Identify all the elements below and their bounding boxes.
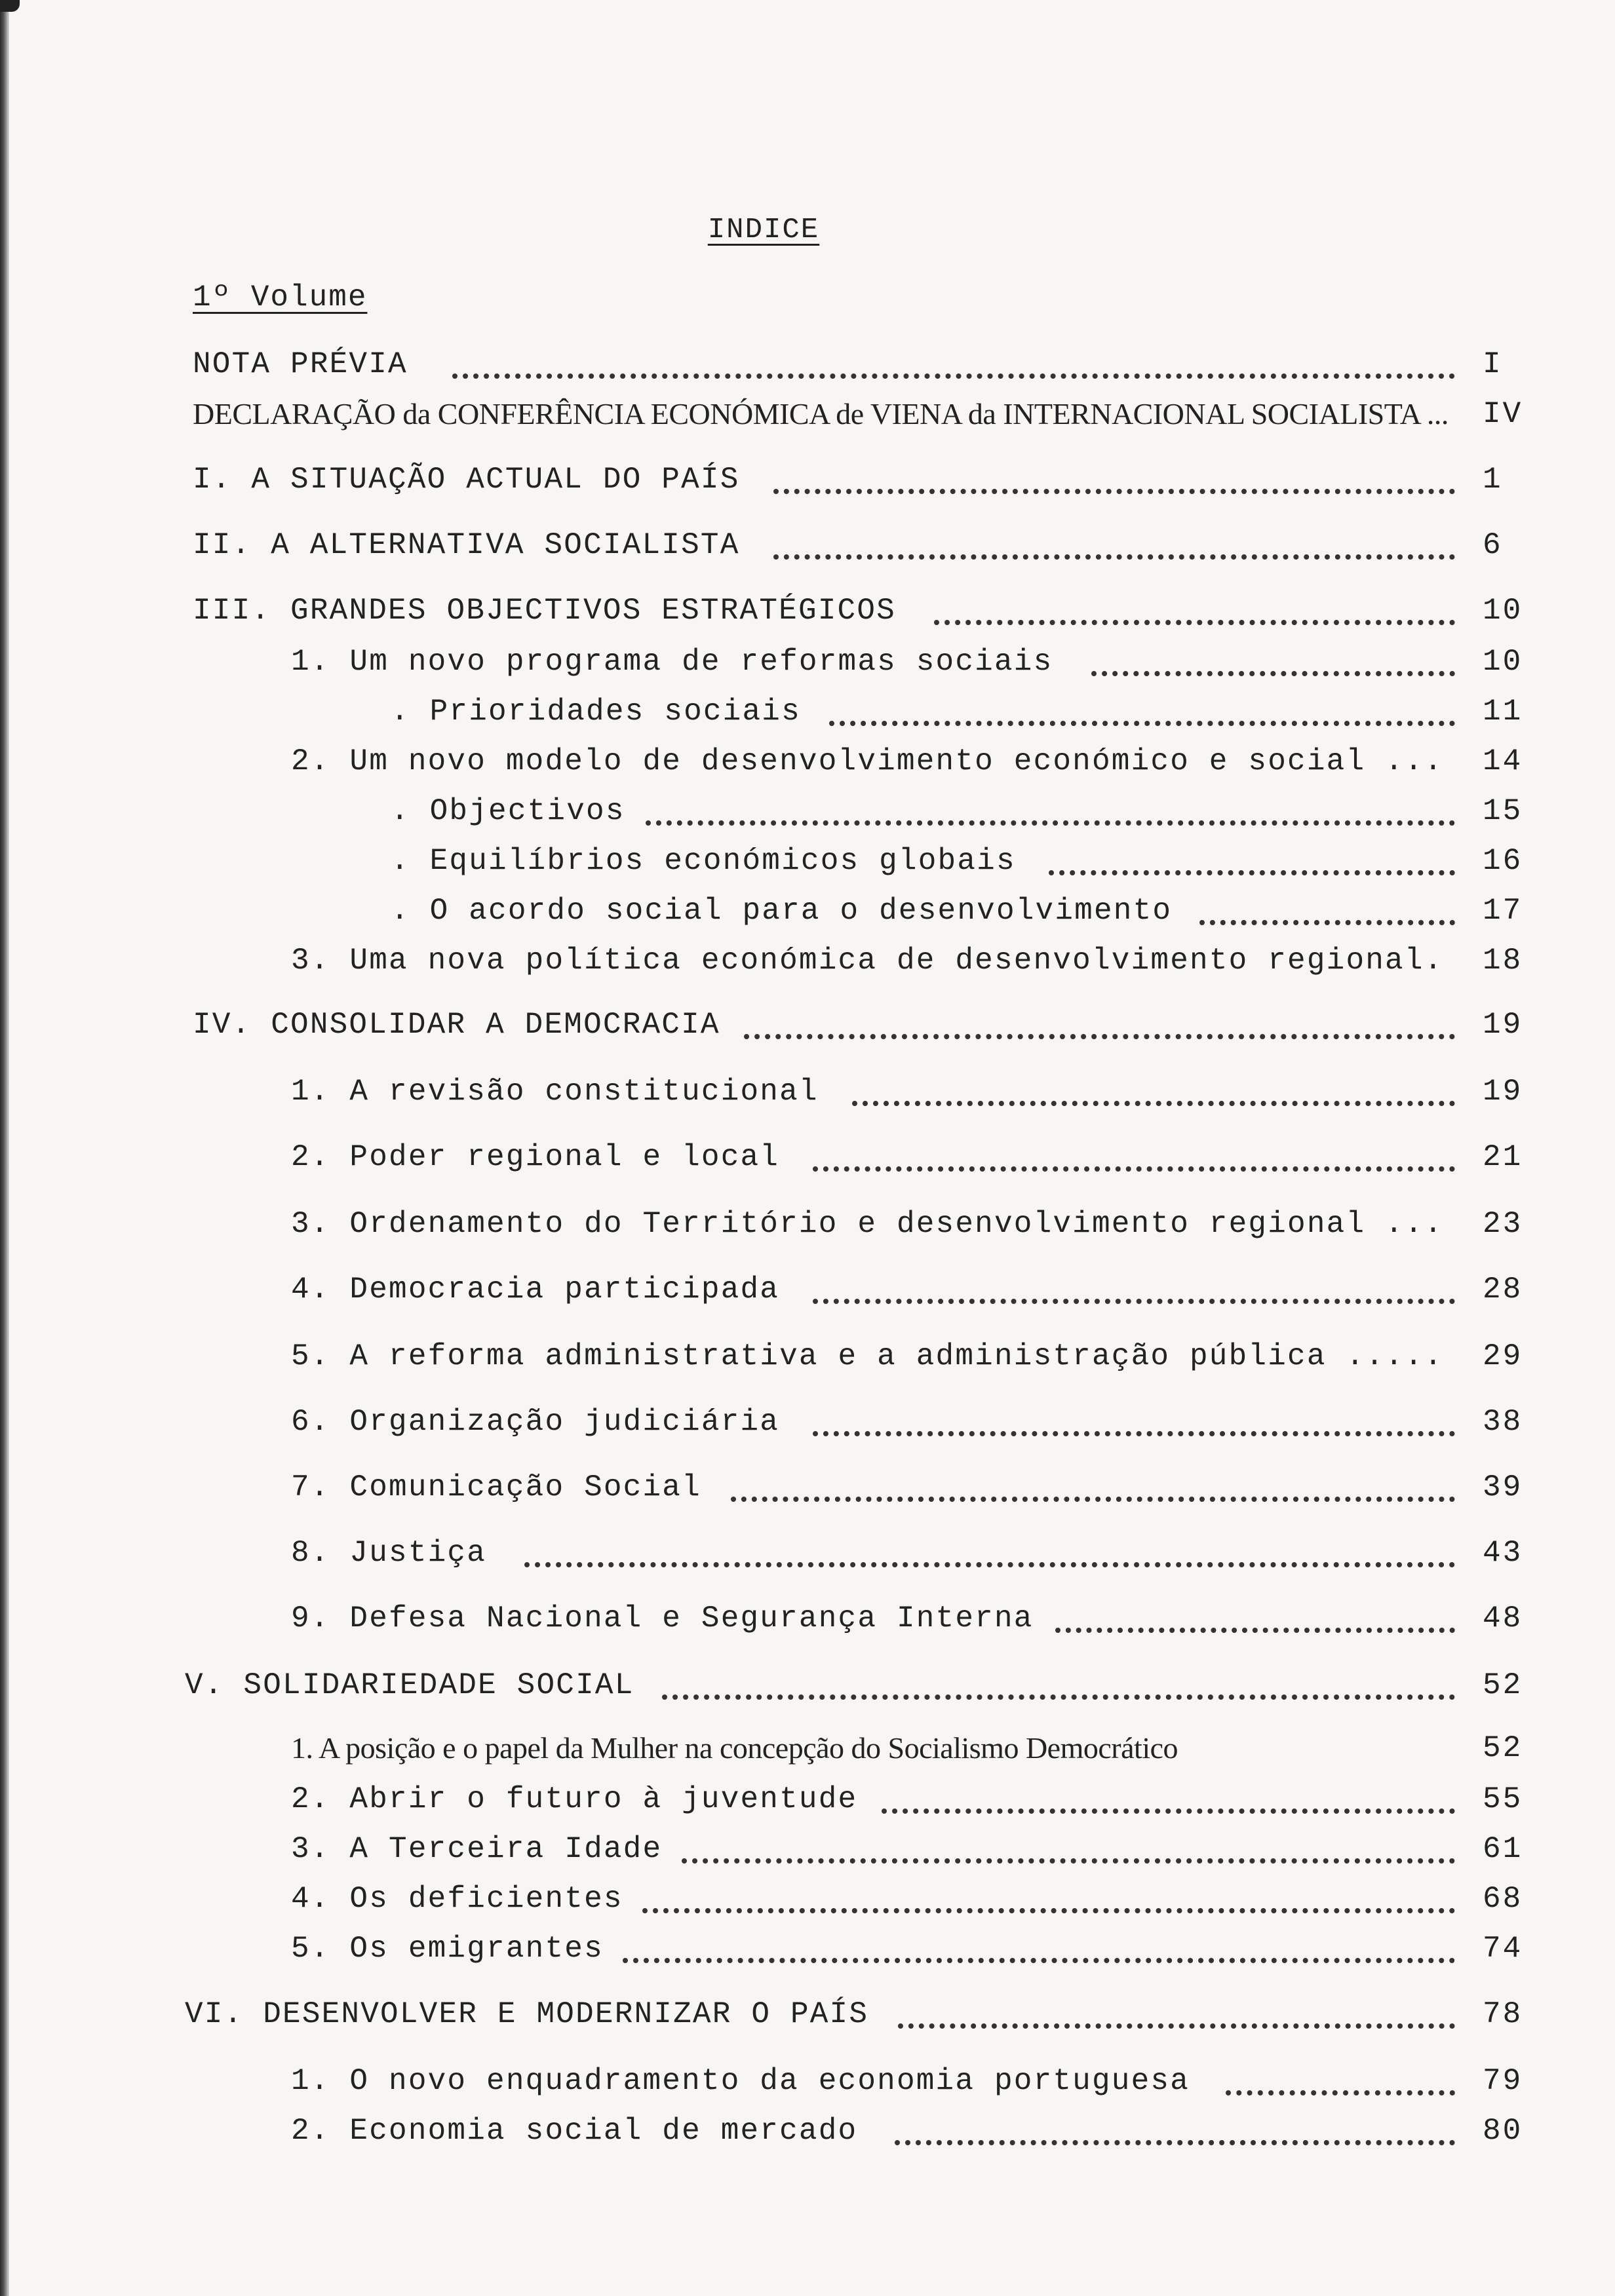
toc-entry-label: 1. Um novo programa de reformas sociais — [291, 645, 1053, 679]
toc-entry — [0, 1402, 1615, 1444]
toc-entry — [0, 591, 1615, 633]
toc-entry-label: 5. A reforma administrativa e a administração pública ..... — [291, 1339, 1444, 1373]
toc-dot-leader — [1091, 654, 1455, 676]
toc-entry-label: 6. Organização judiciária — [291, 1405, 780, 1439]
toc-entry-label: IV. CONSOLIDAR A DEMOCRACIA — [193, 1008, 720, 1042]
toc-entry — [0, 1929, 1615, 1971]
toc-dot-leader — [1199, 903, 1455, 925]
toc-entry — [0, 792, 1615, 833]
toc-entry — [0, 642, 1615, 684]
toc-entry — [0, 1204, 1615, 1246]
toc-entry — [0, 941, 1615, 983]
toc-dot-leader — [623, 1941, 1455, 1963]
toc-entry — [0, 841, 1615, 883]
toc-entry-label: 2. Um novo modelo de desenvolvimento económico e social ... — [291, 744, 1444, 778]
toc-entry — [0, 394, 1615, 436]
toc-entry-label: 2. Economia social de mercado — [291, 2114, 858, 2148]
toc-entry-page: 14 — [1483, 744, 1523, 778]
toc-entry-page: 15 — [1483, 794, 1523, 828]
toc-entry-page: 43 — [1483, 1536, 1523, 1570]
toc-entry-label: 7. Comunicação Social — [291, 1470, 701, 1504]
toc-entry-page: 28 — [1483, 1272, 1523, 1307]
page-title-text: INDICE — [707, 214, 820, 246]
toc-dot-leader — [682, 1841, 1455, 1864]
toc-entry-label: 9. Defesa Nacional e Segurança Interna — [291, 1601, 1034, 1636]
toc-dot-leader — [898, 2006, 1455, 2029]
toc-entry-page: 16 — [1483, 844, 1523, 878]
toc-entry-page: 79 — [1483, 2064, 1523, 2098]
toc-dot-leader — [882, 1791, 1455, 1814]
toc-dot-leader — [813, 1282, 1455, 1304]
toc-entry-label: 4. Os deficientes — [291, 1882, 623, 1916]
toc-entry-label: V. SOLIDARIEDADE SOCIAL — [185, 1668, 634, 1702]
toc-entry — [0, 1533, 1615, 1575]
toc-entry-label: 1. O novo enquadramento da economia portuguesa — [291, 2064, 1190, 2098]
toc-entry-label: 3. A Terceira Idade — [291, 1832, 663, 1866]
toc-entry — [0, 891, 1615, 933]
toc-entry — [0, 526, 1615, 567]
toc-entry — [0, 1666, 1615, 1708]
toc-entry-page: 61 — [1483, 1832, 1523, 1866]
toc-dot-leader — [895, 2123, 1455, 2145]
toc-entry-page: 19 — [1483, 1008, 1523, 1042]
volume-heading: 1º Volume — [193, 280, 368, 315]
toc-entry-page: 68 — [1483, 1882, 1523, 1916]
toc-entry-page: 48 — [1483, 1601, 1523, 1636]
toc-entry — [0, 1780, 1615, 1822]
toc-entry — [0, 345, 1615, 387]
toc-entry-label: 4. Democracia participada — [291, 1272, 780, 1307]
toc-dot-leader — [662, 1677, 1455, 1700]
toc-entry-label: 8. Justiça — [291, 1536, 487, 1570]
toc-entry — [0, 692, 1615, 734]
toc-entry-label: . Prioridades sociais — [391, 695, 801, 729]
toc-dot-leader — [1049, 853, 1455, 875]
toc-entry-label: . O acordo social para o desenvolvimento — [391, 894, 1173, 928]
toc-dot-leader — [1226, 2073, 1455, 2095]
toc-entry-page: 10 — [1483, 645, 1523, 679]
toc-entry-label: 3. Uma nova política económica de desenvolvimento regional. — [291, 944, 1444, 978]
toc-entry-label: VI. DESENVOLVER E MODERNIZAR O PAÍS — [185, 1997, 869, 2031]
toc-dot-leader — [829, 704, 1455, 726]
toc-entry — [0, 460, 1615, 502]
toc-entry-label: 3. Ordenamento do Território e desenvolvimento regional ... — [291, 1207, 1444, 1241]
toc-entry-label: 2. Poder regional e local — [291, 1140, 780, 1174]
toc-entry-page: 10 — [1483, 594, 1523, 628]
toc-entry-label: II. A ALTERNATIVA SOCIALISTA — [193, 528, 740, 562]
toc-entry-label: 1. A revisão constitucional — [291, 1075, 819, 1109]
toc-entry — [0, 1337, 1615, 1379]
toc-entry — [0, 1599, 1615, 1641]
toc-entry — [0, 1829, 1615, 1871]
toc-entry — [0, 1005, 1615, 1047]
toc-dot-leader — [1055, 1611, 1455, 1633]
toc-dot-leader — [452, 356, 1455, 379]
toc-entry-page: 39 — [1483, 1470, 1523, 1504]
toc-entry — [0, 1072, 1615, 1114]
toc-dot-leader — [744, 1017, 1455, 1039]
page-title — [0, 214, 1527, 246]
toc-entry-label: 2. Abrir o futuro à juventude — [291, 1782, 858, 1816]
toc-dot-leader — [934, 603, 1455, 625]
scan-corner-mark — [0, 0, 20, 12]
toc-dot-leader — [813, 1414, 1455, 1436]
toc-dot-leader — [773, 472, 1455, 494]
toc-entry-page: I — [1483, 347, 1503, 381]
toc-entry-label: III. GRANDES OBJECTIVOS ESTRATÉGICOS — [193, 594, 896, 628]
toc-entry-label: NOTA PRÉVIA — [193, 347, 408, 381]
toc-entry-page: 23 — [1483, 1207, 1523, 1241]
toc-entry-page: 17 — [1483, 894, 1523, 928]
toc-entry — [0, 1270, 1615, 1312]
toc-entry-page: 29 — [1483, 1339, 1523, 1373]
toc-entry-label: 5. Os emigrantes — [291, 1932, 604, 1966]
toc-entry — [0, 1729, 1615, 1770]
toc-entry-label: . Equilíbrios económicos globais — [391, 844, 1016, 878]
toc-entry-page: 52 — [1483, 1731, 1523, 1765]
toc-entry — [0, 1879, 1615, 1921]
toc-entry — [0, 1138, 1615, 1179]
toc-entry — [0, 1468, 1615, 1510]
toc-dot-leader — [524, 1545, 1455, 1567]
toc-dot-leader — [852, 1084, 1455, 1106]
toc-entry-page: IV — [1483, 397, 1523, 431]
toc-entry — [0, 1995, 1615, 2037]
toc-entry-label: DECLARAÇÃO da CONFERÊNCIA ECONÓMICA de VIENA da INTERNACIONAL SOCIALISTA ... — [193, 397, 1449, 430]
toc-entry-page: 52 — [1483, 1668, 1523, 1702]
toc-dot-leader — [773, 537, 1455, 560]
toc-entry-page: 19 — [1483, 1075, 1523, 1109]
toc-entry — [0, 2061, 1615, 2103]
toc-entry-page: 80 — [1483, 2114, 1523, 2148]
toc-entry — [0, 742, 1615, 784]
toc-entry-page: 55 — [1483, 1782, 1523, 1816]
toc-entry-page: 21 — [1483, 1140, 1523, 1174]
toc-entry-page: 6 — [1483, 528, 1503, 562]
toc-entry-page: 74 — [1483, 1932, 1523, 1966]
toc-dot-leader — [646, 803, 1455, 826]
toc-entry-page: 11 — [1483, 695, 1523, 729]
toc-entry-page: 38 — [1483, 1405, 1523, 1439]
toc-entry — [0, 2111, 1615, 2153]
toc-dot-leader — [731, 1480, 1455, 1502]
toc-dot-leader — [813, 1149, 1455, 1172]
toc-entry-label: 1. A posição e o papel da Mulher na concepção do Socialismo Democrático — [291, 1731, 1178, 1765]
toc-entry-page: 18 — [1483, 944, 1523, 978]
toc-entry-label: I. A SITUAÇÃO ACTUAL DO PAÍS — [193, 463, 740, 497]
toc-entry-page: 1 — [1483, 463, 1503, 497]
toc-entry-page: 78 — [1483, 1997, 1523, 2031]
toc-dot-leader — [642, 1891, 1455, 1913]
toc-entry-label: . Objectivos — [391, 794, 625, 828]
